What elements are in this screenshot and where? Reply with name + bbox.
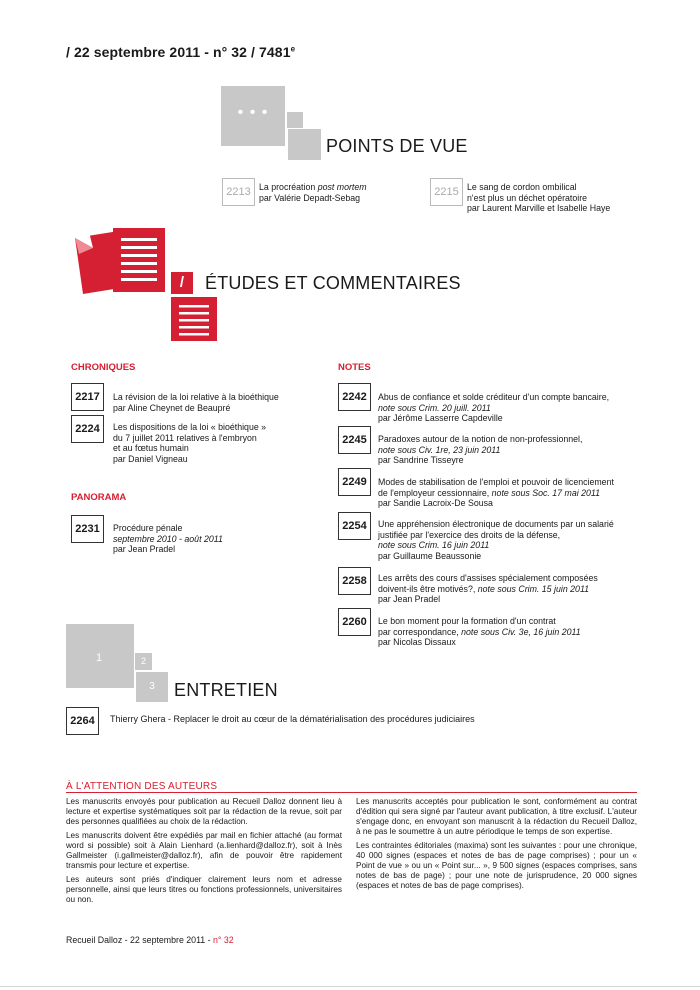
points-de-vue-icon-block-small — [287, 112, 303, 128]
article-title-line: et au fœtus humain — [113, 443, 189, 453]
article-title-line: Les dispositions de la loi « bioéthique » — [113, 422, 267, 432]
points-de-vue-icon-block-large — [221, 86, 285, 146]
article-number: 2217 — [71, 383, 104, 411]
article-title-line: Le bon moment pour la formation d'un contrat — [378, 616, 556, 626]
article-number: 2224 — [71, 415, 104, 443]
article-author: par Jérôme Lasserre Capdeville — [378, 413, 503, 423]
article-note: note sous Crim. 15 juin 2011 — [477, 583, 590, 594]
issue-header — [66, 44, 295, 60]
notice-paragraph: Les contraintes éditoriales (maxima) sont les suivantes : pour une chronique, 40 000 signes (espaces et notes de bas de page comprises) ; pour un « Point de vue » ou un « Point sur... », 9 500 signes (espaces comprises, sans notes de bas de page) ; pour une note de jurisprudence, 20 000 signes (espaces et notes de bas de page comprises). — [356, 841, 637, 890]
article-number: 2249 — [338, 468, 371, 496]
notice-paragraph: Les manuscrits doivent être expédiés par mail en fichier attaché (au format word si possible) soit à Alain Lienhard (a.lienhard@dalloz.fr), soit à Inès Gallmeister (i.gallmeister@dalloz.fr), afin de pouvoir être rapidement transmis pour lecture et expertise. — [66, 831, 342, 870]
article-entry[interactable] — [378, 573, 648, 605]
article-author: par Aline Cheynet de Beaupré — [113, 402, 231, 413]
article-number: 2264 — [66, 707, 99, 735]
section-title-etudes: ÉTUDES ET COMMENTAIRES — [205, 273, 461, 293]
article-author: par Sandie Lacroix-De Sousa — [378, 498, 493, 508]
article-title-line: du 7 juillet 2011 relatives à l'embryon — [113, 432, 257, 443]
authors-notice-title: À L'ATTENTION DES AUTEURS — [66, 781, 218, 792]
article-entry[interactable] — [378, 392, 648, 424]
article-entry[interactable] — [378, 477, 648, 509]
article-title-line: doivent-ils être motivés?, — [378, 583, 478, 594]
bottom-rule — [0, 986, 700, 987]
article-author: par Laurent Marville et Isabelle Haye — [467, 203, 611, 213]
article-entry[interactable] — [113, 422, 323, 464]
slash-icon: / — [171, 272, 193, 294]
article-number: 2242 — [338, 383, 371, 411]
article-author: par Jean Pradel — [378, 594, 441, 604]
footer-text: Recueil Dalloz - 22 septembre 2011 - — [66, 935, 214, 945]
article-number: 2245 — [338, 426, 371, 454]
article-title-line: Les arrêts des cours d'assises spécialement composées — [378, 573, 598, 583]
interview-entry[interactable]: Thierry Ghera - Replacer le droit au cœur de la dématérialisation des procédures judiciaires — [110, 714, 475, 724]
section-title-points-de-vue: POINTS DE VUE — [326, 136, 468, 156]
article-note: note sous Soc. 17 mai 2011 — [491, 487, 601, 498]
article-entry[interactable] — [378, 616, 648, 648]
subsection-heading-chroniques: CHRONIQUES — [71, 362, 136, 373]
issue-line: / 22 septembre 2011 - n° 32 / 7481 — [66, 44, 291, 60]
entretien-icon-block-3: 3 — [136, 672, 168, 702]
article-entry[interactable] — [378, 434, 648, 466]
article-entry[interactable] — [467, 182, 647, 214]
document-stack-icon — [65, 228, 165, 296]
article-author: par Guillaume Beaussonie — [378, 550, 482, 561]
notice-paragraph: Les manuscrits acceptés pour publication le sont, conformément au contrat d'édition qui sera signé par l'auteur avant publication, à titre exclusif. L'auteur s'engage donc, en envoyant son manuscrit à la rédaction du Recueil Dalloz, à ne pas le soumettre à un autre périodique le temps de son expertise. — [356, 797, 637, 836]
page-footer — [66, 935, 234, 945]
article-entry[interactable] — [113, 523, 323, 555]
article-period: septembre 2010 - août 2011 — [113, 533, 223, 544]
article-title: La révision de la loi relative à la bioéthique — [113, 392, 279, 402]
points-de-vue-icon-block-medium — [288, 129, 321, 160]
authors-notice-left-column — [66, 797, 342, 909]
entretien-icon-label-1: 1 — [96, 652, 103, 664]
notice-paragraph: Les auteurs sont priés d'indiquer clairement leurs nom et adresse personnelle, ainsi que leurs titres ou fonctions professionnels, universitaires ou non. — [66, 875, 342, 904]
article-title-line: Une appréhension électronique de documents par un salarié — [378, 519, 614, 529]
authors-notice-rule — [66, 792, 637, 793]
article-title-line: n'est plus un déchet opératoire — [467, 192, 588, 203]
section-title-entretien: ENTRETIEN — [174, 680, 278, 700]
authors-notice-right-column — [356, 797, 637, 895]
article-author: par Daniel Vigneau — [113, 453, 188, 464]
entretien-icon-block-2: 2 — [135, 653, 152, 670]
article-title-line: de l'employeur cessionnaire, — [378, 487, 492, 498]
article-note: note sous Civ. 3e, 16 juin 2011 — [461, 626, 581, 637]
subsection-heading-panorama: PANORAMA — [71, 492, 127, 503]
article-number: 2215 — [430, 178, 463, 206]
article-title: Abus de confiance et solde créditeur d'un compte bancaire, — [378, 392, 610, 402]
article-note: note sous Crim. 16 juin 2011 — [378, 540, 490, 550]
article-number: 2260 — [338, 608, 371, 636]
entretien-icon-block-1 — [66, 624, 134, 688]
article-number: 2254 — [338, 512, 371, 540]
article-entry[interactable] — [259, 182, 424, 203]
article-author: par Valérie Depadt-Sebag — [259, 192, 361, 203]
notice-paragraph: Les manuscrits envoyés pour publication au Recueil Dalloz donnent lieu à lecture et expertise systématiques soit par la rédaction de la revue, soit par des personnes qualifiées au choix de la rédaction. — [66, 797, 342, 826]
article-note: note sous Crim. 20 juill. 2011 — [378, 402, 491, 413]
article-author: par Nicolas Dissaux — [378, 637, 456, 647]
article-title-italic: post mortem — [317, 182, 367, 192]
article-title: Paradoxes autour de la notion de non-professionnel, — [378, 434, 583, 444]
subsection-heading-notes: NOTES — [338, 362, 371, 373]
article-entry[interactable] — [113, 392, 323, 413]
article-number: 2258 — [338, 567, 371, 595]
article-title-line: justifiée par l'exercice des droits de la défense, — [378, 529, 561, 540]
article-number: 2231 — [71, 515, 104, 543]
article-title-line: Le sang de cordon ombilical — [467, 182, 577, 192]
article-title: Procédure pénale — [113, 523, 183, 533]
article-note: note sous Civ. 1re, 23 juin 2011 — [378, 444, 501, 455]
issue-sup: e — [290, 44, 296, 54]
article-author: par Jean Pradel — [113, 544, 176, 554]
ellipsis-icon: • • • — [237, 104, 269, 121]
article-author: par Sandrine Tisseyre — [378, 455, 464, 465]
footer-issue: n° 32 — [213, 935, 234, 945]
article-title: La procréation — [259, 182, 318, 192]
article-title-line: Modes de stabilisation de l'emploi et pouvoir de licenciement — [378, 477, 614, 487]
article-entry[interactable] — [378, 519, 648, 561]
article-number: 2213 — [222, 178, 255, 206]
text-lines-icon — [171, 297, 217, 341]
article-title-line: par correspondance, — [378, 626, 462, 637]
